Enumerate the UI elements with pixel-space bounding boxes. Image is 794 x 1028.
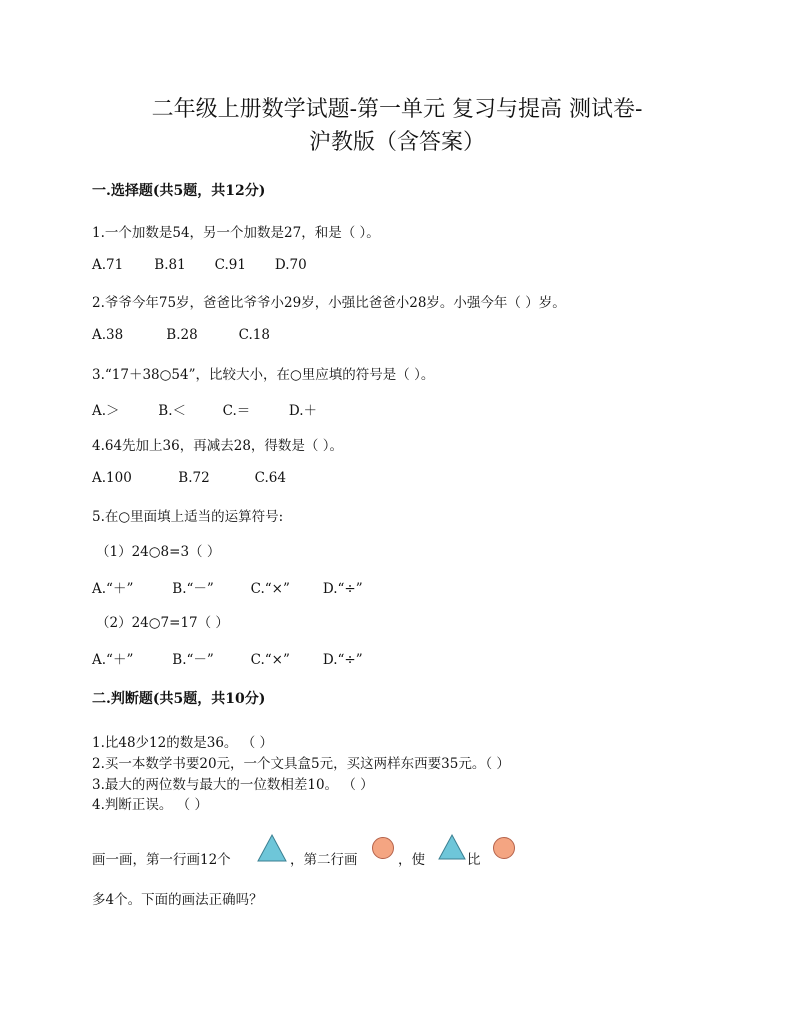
option: C.91 <box>214 257 246 273</box>
circle-icon <box>371 836 395 860</box>
option: A.“＋” <box>92 581 134 597</box>
circle-icon <box>492 836 516 860</box>
option: B.81 <box>154 257 186 273</box>
question-1-5-sub-1-options <box>92 577 383 597</box>
option: A.“＋” <box>92 652 134 668</box>
option: C.“×” <box>250 652 290 668</box>
judge-question-4: 4.判断正误。 （ ） <box>92 797 208 813</box>
question-text: 比 <box>467 852 481 868</box>
triangle-icon <box>438 833 466 861</box>
question-1-4: 4.64先加上36，再减去28，得数是（ ）。 <box>92 438 343 454</box>
question-text: ，第二行画 <box>290 852 358 868</box>
title-line-1: 二年级上册数学试题-第一单元 复习与提高 测试卷- <box>151 97 643 122</box>
option: B.“－” <box>172 652 214 668</box>
option: B.72 <box>178 470 210 486</box>
question-text: ，使 <box>398 852 425 868</box>
option: B.28 <box>166 327 198 343</box>
option: C.64 <box>254 470 286 486</box>
triangle-icon <box>256 833 288 863</box>
option: C.＝ <box>222 403 251 419</box>
question-1-4-options <box>92 470 327 486</box>
judge-question-5-line-2: 多4个。下面的画法正确吗？ <box>92 892 263 908</box>
option: D.＋ <box>288 403 318 419</box>
question-1-1: 1.一个加数是54，另一个加数是27，和是（ ）。 <box>92 225 380 241</box>
option: A.38 <box>92 327 124 343</box>
option: B.＜ <box>158 403 187 419</box>
option: C.18 <box>238 327 270 343</box>
option: B.“－” <box>172 581 214 597</box>
question-1-5-sub-2-options <box>92 648 383 668</box>
option: D.70 <box>274 257 307 273</box>
question-1-2: 2.爷爷今年75岁，爸爸比爷爷小29岁，小强比爸爸小28岁。小强今年（ ）岁。 <box>92 295 566 311</box>
option: A.＞ <box>92 403 120 419</box>
question-1-2-options <box>92 327 307 343</box>
question-text: 画一画，第一行画12个 <box>92 852 231 868</box>
option: A.71 <box>92 257 124 273</box>
question-1-5: 5.在○里面填上适当的运算符号: <box>92 509 284 525</box>
question-1-3-options <box>92 399 349 419</box>
title-line-2: 沪教版（含答案） <box>308 130 485 155</box>
option: D.“÷” <box>322 581 363 597</box>
question-1-5-sub-2: （2）24○7=17（ ） <box>96 615 229 631</box>
question-1-3: 3.“17＋38○54”，比较大小，在○里应填的符号是（ ）。 <box>92 367 435 383</box>
option: A.100 <box>92 470 132 486</box>
judge-question-1: 1.比48少12的数是36。 （ ） <box>92 735 273 751</box>
section-1-heading: 一.选择题(共5题，共12分) <box>92 183 266 199</box>
option: D.“÷” <box>322 652 363 668</box>
option: C.“×” <box>250 581 290 597</box>
judge-question-2: 2.买一本数学书要20元，一个文具盒5元，买这两样东西要35元。（ ） <box>92 756 510 772</box>
judge-question-3: 3.最大的两位数与最大的一位数相差10。 （ ） <box>92 777 374 793</box>
question-1-5-sub-1: （1）24○8=3（ ） <box>96 544 221 560</box>
section-2-heading: 二.判断题(共5题，共10分) <box>92 691 266 707</box>
question-1-1-options <box>92 257 331 273</box>
